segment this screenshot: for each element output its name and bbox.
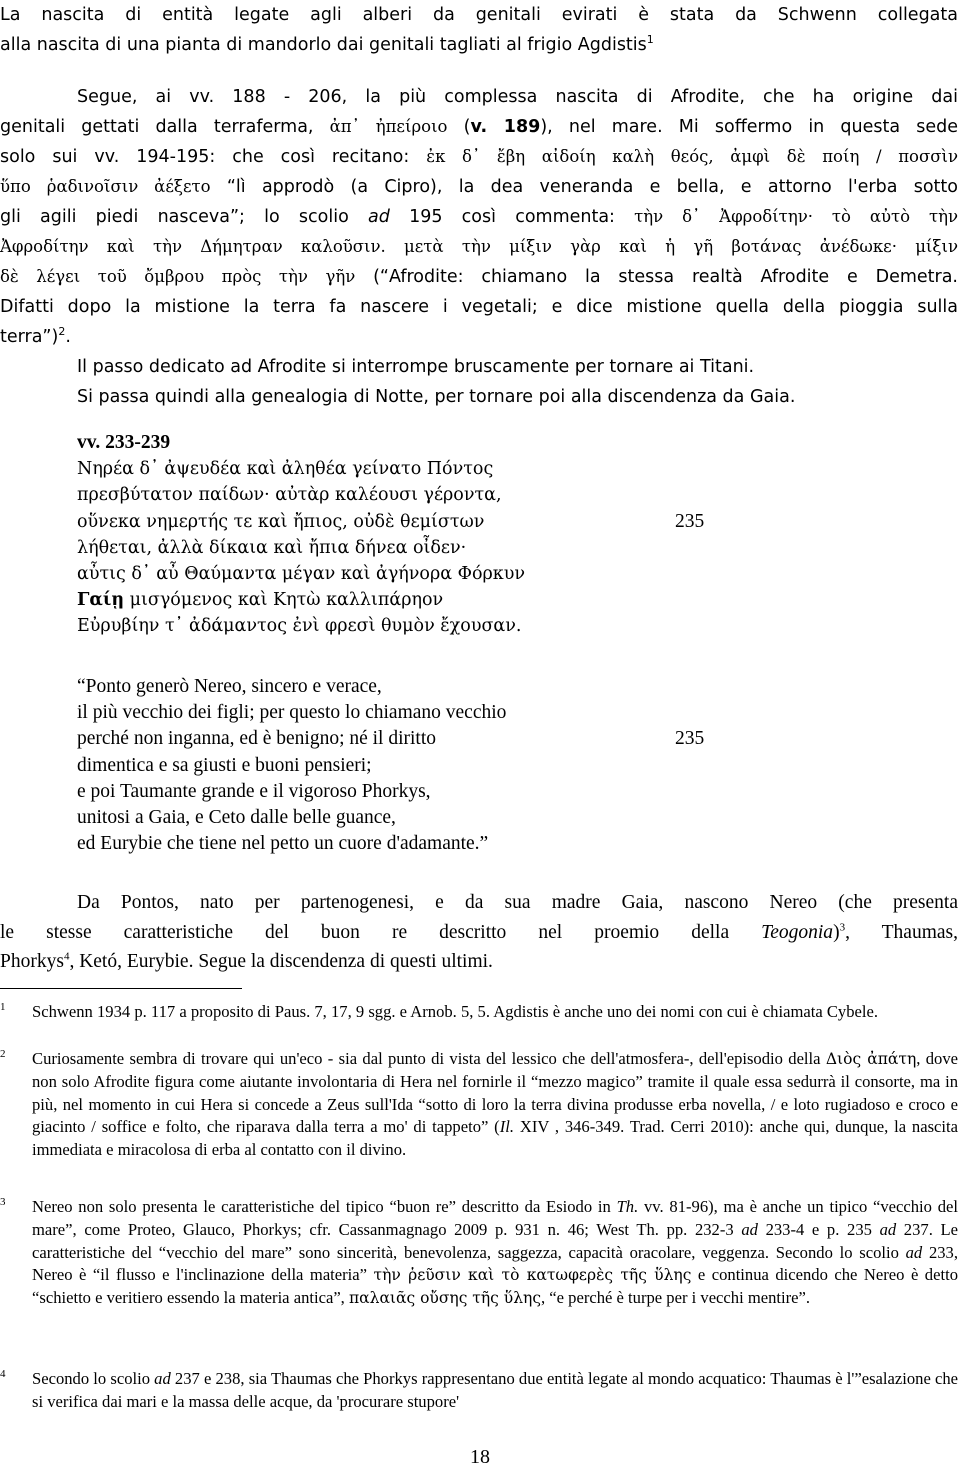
paragraph-line	[0, 142, 958, 172]
paragraph-line	[0, 918, 958, 948]
paragraph-3	[0, 888, 958, 977]
translation-line: dimentica e sa giusti e buoni pensieri;	[77, 754, 372, 776]
paragraph-line	[0, 172, 958, 202]
italic-text: Th.	[616, 1197, 639, 1216]
greek-quote: ὕπο ῥαδινοῖσιν ἀέξετο	[0, 177, 211, 196]
italic-text: ad	[879, 1219, 897, 1239]
greek-quote: Διὸς ἀπάτη	[825, 1050, 917, 1068]
verse-line	[77, 509, 777, 535]
footnote-number: 3	[0, 1196, 6, 1208]
footnote-text: Schwenn 1934 p. 117 a proposito di Paus. 7, 17, 9 sgg. e Arnob. 5, 5. Agdistis è anche uno dei nomi con cui è chiamata Cybele.	[32, 1002, 878, 1021]
translation-line: “Ponto generò Nereo, sincero e verace,	[77, 676, 382, 697]
text: Nereo non solo presenta le caratteristiche del tipico “buon re” descritto da Esiodo in	[32, 1197, 617, 1216]
italic-text: Il.	[499, 1117, 515, 1137]
paragraph-line	[0, 202, 958, 232]
translation-line: ed Eurybie che tiene nel petto un cuore d'adamante.”	[77, 833, 489, 855]
footnote-number: 2	[0, 1048, 6, 1060]
paragraph-line: Si passa quindi alla genealogia di Notte, per tornare poi alla discendenza da Gaia.	[77, 387, 796, 407]
text: e continua dicendo che Nereo è detto “schietto e veritiero essendo la materia antica”,	[32, 1265, 958, 1308]
text: le stesse caratteristiche del buon re descritto nel proemio della	[0, 921, 762, 943]
italic-text: ad	[368, 207, 390, 227]
bold-word: Γαίῃ	[77, 590, 125, 611]
text: gli agili piedi nasceva”; lo scolio	[0, 207, 369, 227]
text: Phorkys	[0, 951, 64, 972]
text: 237. Le caratteristiche del “vecchio del mare” sono sincerità, benevolenza, saggezza, capacità oracolare, veggenza. Secondo lo scolio	[32, 1219, 958, 1262]
verse-text: μισγόμενος καὶ Κητὼ καλλιπάρηον	[129, 590, 444, 611]
text: 237 e 238, sia Thaumas che Phorkys rappresentano due entità legate al mondo acquatico: Thaumas è l'”esalazione che si verifica dai mari e la massa delle acque, da 'procurare stupore'	[32, 1369, 959, 1411]
text: alla nascita di una pianta di mandorlo dai genitali tagliati al frigio Agdistis	[0, 35, 647, 55]
text: ), nel mare. Mi soffermo in questa sede	[540, 117, 958, 137]
line-number: 235	[675, 510, 705, 532]
verse-line: αὖτις δ᾽ αὖ Θαύμαντα μέγαν καὶ ἀγήνορα Φόρκυν	[77, 563, 526, 584]
text: .	[65, 327, 71, 347]
footnote-ref[interactable]: 3	[839, 921, 846, 933]
paragraph-2	[0, 82, 958, 412]
text: , Ketó, Eurybie. Segue la discendenza di questi ultimi.	[69, 951, 493, 972]
greek-quote: ἐκ δ᾽ ἔβη αἰδοίη καλὴ θεός, ἀμφὶ δὲ ποίη / ποσσὶν	[426, 147, 958, 166]
greek-quote: ἀπ᾽ ἠπείροιο	[329, 117, 448, 136]
footnote-text	[32, 1368, 958, 1414]
text: XIV , 346-349. Trad. Cerri 2010): anche qui, dunque, la nascita immediata e miracolosa di erba al contatto con il divino.	[32, 1117, 958, 1160]
paragraph-line	[0, 112, 958, 142]
paragraph-line	[0, 262, 958, 292]
verse-line: πρεσβύτατον παίδων· αὐτὰρ καλέουσι γέροντα,	[77, 485, 502, 506]
paragraph-line: Segue, ai vv. 188 - 206, la più complessa nascita di Afrodite, che ha origine dai	[77, 87, 958, 107]
paragraph-line: Il passo dedicato ad Afrodite si interrompe bruscamente per tornare ai Titani.	[77, 357, 755, 377]
translation-line	[77, 726, 777, 752]
text: “lì approdò (a Cipro), la dea veneranda e bella, e attorno l'erba sotto	[210, 177, 958, 197]
footnote-separator	[0, 988, 242, 989]
paragraph-line	[0, 232, 958, 262]
paragraph-line: Da Pontos, nato per partenogenesi, e da sua madre Gaia, nascono Nereo (che presenta	[77, 892, 958, 913]
translation-line: il più vecchio dei figli; per questo lo chiamano vecchio	[77, 702, 507, 724]
text: vv. 81-96), ma è anche un tipico “vecchio del mare”, come Proteo, Glauco, Phorkys; cfr. Cassanmagnago 2009 p. 931 n. 46; West Th. pp. 232-3	[32, 1197, 958, 1239]
footnote-text	[32, 1048, 958, 1162]
verse-reference: v. 189	[470, 117, 541, 137]
verse-text: οὕνεκα νημερτής τε καὶ ἤπιος, οὐδὲ θεμίστων	[77, 511, 485, 532]
translation-block	[77, 674, 777, 857]
paragraph-1	[0, 0, 958, 60]
translation-line: e poi Taumante grande e il vigoroso Phorkys,	[77, 780, 431, 802]
greek-quote: παλαιᾶς οὔσης τῆς ὕλης	[348, 1289, 541, 1308]
footnote-number: 4	[0, 1368, 6, 1380]
text: (“Afrodite: chiamano la stessa realtà Afrodite e Demetra.	[355, 267, 958, 287]
verse-line: λήθεται, ἀλλὰ δίκαια καὶ ἤπια δήνεα οἶδεν·	[77, 537, 467, 558]
paragraph-line	[0, 30, 958, 60]
paragraph-line	[0, 322, 958, 352]
text: solo sui vv. 194-195: che così recitano:	[0, 147, 427, 167]
italic-title: Teogonia	[761, 921, 834, 943]
greek-quote: τὴν ῥεῦσιν καὶ τὸ κατωφερὲς τῆς ὕλης	[373, 1266, 692, 1285]
verse-heading: vv. 233-239	[77, 432, 171, 453]
translation-text: perché non inganna, ed è benigno; né il diritto	[77, 728, 437, 750]
text: (	[447, 117, 471, 137]
page-number: 18	[470, 1446, 490, 1468]
italic-text: ad	[154, 1369, 171, 1388]
verse-line: Εὐρυβίην τ᾽ ἀδάμαντος ἐνὶ φρεσὶ θυμὸν ἔχουσαν.	[77, 616, 522, 637]
translation-line: unitosi a Gaia, e Ceto dalle belle guance,	[77, 806, 396, 828]
text: Curiosamente sembra di trovare qui un'eco - sia dal punto di vista del lessico che dell'atmosfera-, dell'episodio della	[32, 1049, 826, 1068]
verse-line: Νηρέα δ᾽ ἀψευδέα καὶ ἀληθέα γείνατο Πόντος	[77, 459, 494, 480]
italic-text: ad	[741, 1219, 758, 1239]
text: , Thaumas,	[845, 921, 958, 943]
text: genitali gettati dalla terraferma,	[0, 117, 330, 137]
greek-quote: τὴν δ᾽ Ἀφροδίτην· τὸ αὐτὸ τὴν	[634, 207, 958, 226]
paragraph-line: La nascita di entità legate agli alberi da genitali evirati è stata da Schwenn collegata	[0, 5, 958, 25]
footnote-ref[interactable]: 2	[58, 325, 66, 339]
text: terra”)	[0, 327, 59, 347]
greek-quote: δὲ λέγει τοῦ ὄμβρου πρὸς τὴν γῆν	[0, 267, 356, 286]
text: , “e perché è turpe per i vecchi mentire”.	[541, 1288, 811, 1308]
text: )	[833, 921, 840, 943]
footnote-number: 1	[0, 1001, 6, 1013]
paragraph-line: Difatti dopo la mistione la terra fa nascere i vegetali; e dice mistione quella della pioggia sulla	[0, 297, 958, 317]
footnote-ref[interactable]: 4	[63, 950, 70, 963]
text: , dove non solo Afrodite figura come aiutante involontaria di Hera nel fornirle il “mezzo magico” tramite il quale essa sedurrà il consorte, ma in più, nel momento in cui Hera si concede a Zeus sull'Ida “sotto di loro la terra divina produsse erba novella, / e loto rugiadoso e croco e giacinto / soffice e folto, che riparava dalla terra a mo' di tappeto” (	[32, 1049, 958, 1137]
text: 233-4 e p. 235	[757, 1219, 880, 1239]
footnote-text	[32, 1196, 958, 1310]
verse-line	[77, 587, 777, 613]
greek-quote: Ἀφροδίτην καὶ τὴν Δήμητραν καλοῦσιν. μετὰ τὴν μίξιν γὰρ καὶ ἡ γῆ βοτάνας ἀνέδωκε· μίξιν	[0, 237, 958, 256]
line-number: 235	[675, 728, 705, 750]
greek-verse-block	[77, 430, 777, 640]
text: 195 così commenta:	[389, 207, 635, 227]
footnote-ref[interactable]: 1	[646, 33, 654, 47]
paragraph-line	[0, 947, 958, 977]
text: Secondo lo scolio	[32, 1369, 155, 1388]
text: 233, Nereo è “il flusso e l'inclinazione della materia”	[32, 1242, 958, 1285]
italic-text: ad	[905, 1242, 923, 1262]
